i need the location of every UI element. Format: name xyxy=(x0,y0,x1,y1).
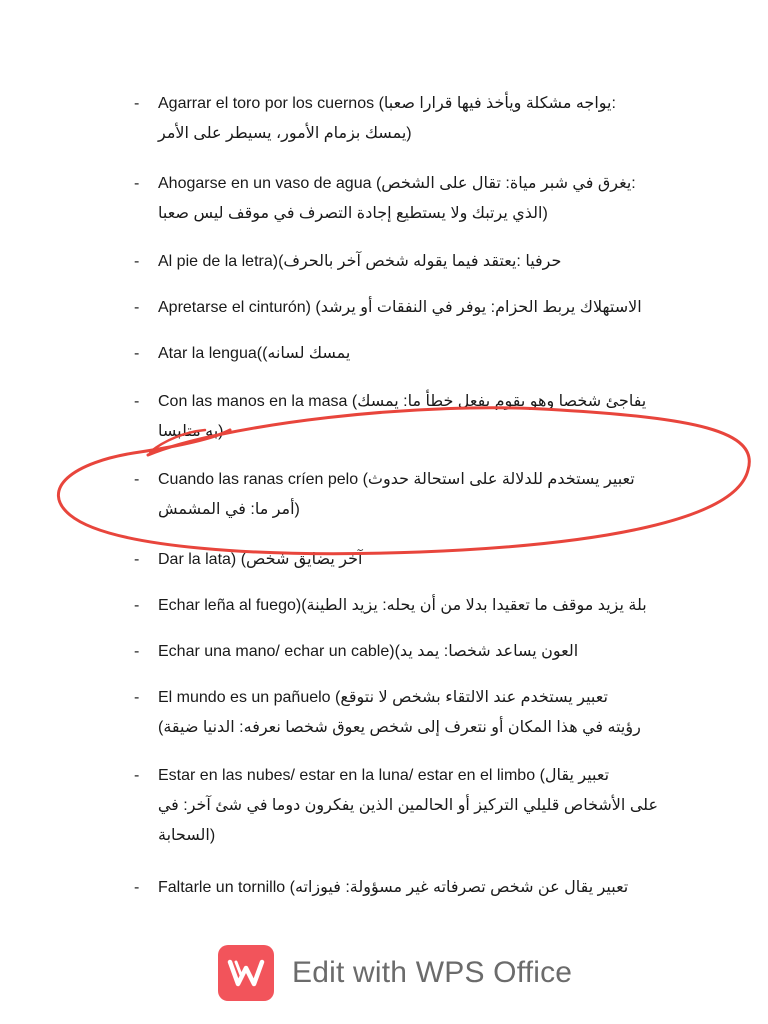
arabic-definition: يمسك لسانه)) xyxy=(256,345,351,362)
entry-line xyxy=(158,876,658,900)
entry-line xyxy=(158,342,658,366)
arabic-definition-cont: رؤيته في هذا المكان أو نتعرف إلى شخص يعوق شخصا نعرفه: الدنيا ضيقة) xyxy=(158,719,641,736)
wps-watermark[interactable] xyxy=(218,944,572,1002)
arabic-definition-cont: (الذي يرتبك ولا يستطيع إجادة التصرف في موقف ليس صعبا xyxy=(158,205,548,222)
spanish-idiom: Dar la lata xyxy=(158,551,231,568)
spanish-idiom: Al pie de la letra xyxy=(158,253,273,270)
arabic-definition: تعبير يستخدم للدلالة على استحالة حدوث) xyxy=(362,471,635,488)
entry-line xyxy=(158,764,658,788)
spanish-idiom: Agarrar el toro por los cuernos xyxy=(158,95,375,112)
entry-line xyxy=(158,686,658,710)
list-bullet: - xyxy=(134,393,140,410)
arabic-definition-cont: (السحابة xyxy=(158,827,216,844)
arabic-definition: :يواجه مشكلة ويأخذ فيها قرارا صعبا) xyxy=(378,95,616,112)
spanish-idiom: Atar la lengua xyxy=(158,345,257,362)
list-bullet: - xyxy=(134,767,140,784)
spanish-idiom: El mundo es un pañuelo xyxy=(158,689,331,706)
spanish-idiom: Estar en las nubes/ estar en la luna/ estar en el limbo xyxy=(158,767,536,784)
entry-line xyxy=(158,390,658,414)
entry-line xyxy=(158,594,658,618)
arabic-definition: تعبير يستخدم عند الالتقاء بشخص لا نتوقع) xyxy=(335,689,608,706)
arabic-definition: الاستهلاك يربط الحزام: يوفر في النفقات أو يرشد) ( xyxy=(305,299,642,316)
arabic-definition: يفاجئ شخصا وهو يقوم بفعل خطأ ما: يمسك) xyxy=(351,393,647,410)
spanish-idiom: Echar leña al fuego xyxy=(158,597,296,614)
list-bullet: - xyxy=(134,879,140,896)
spanish-idiom: Cuando las ranas críen pelo xyxy=(158,471,359,488)
list-bullet: - xyxy=(134,95,140,112)
arabic-definition: حرفيا :يعتقد فيما يقوله شخص آخر بالحرف)( xyxy=(272,253,562,270)
arabic-definition: :يغرق في شبر مياة: تقال على الشخص) xyxy=(375,175,636,192)
arabic-definition-cont: (أمر ما: في المشمش xyxy=(158,501,300,518)
spanish-idiom: Ahogarse en un vaso de agua xyxy=(158,175,372,192)
arabic-definition: العون يساعد شخصا: يمد يد)( xyxy=(389,643,579,660)
spanish-idiom: Faltarle un tornillo xyxy=(158,879,286,896)
entry-line xyxy=(158,92,658,116)
list-bullet: - xyxy=(134,643,140,660)
list-bullet: - xyxy=(134,551,140,568)
entry-line xyxy=(158,640,658,664)
list-bullet: - xyxy=(134,299,140,316)
entry-line xyxy=(158,296,658,320)
arabic-definition: آخر يضايق شخص) ( xyxy=(230,551,363,568)
wps-watermark-text: Edit with WPS Office xyxy=(292,956,573,989)
entry-line xyxy=(158,548,658,572)
entry-line xyxy=(158,468,658,492)
entry-line xyxy=(158,172,658,196)
list-bullet: - xyxy=(134,253,140,270)
entry-line xyxy=(158,250,658,274)
list-bullet: - xyxy=(134,175,140,192)
wps-w-icon xyxy=(218,945,274,1001)
spanish-idiom: Apretarse el cinturón xyxy=(158,299,306,316)
arabic-definition: تعبير يقال) xyxy=(539,767,610,784)
arabic-definition: بلة يزيد موقف ما تعقيدا بدلا من أن يحله: يزيد الطينة)( xyxy=(295,597,647,614)
arabic-definition-cont: (به متلبسا xyxy=(158,423,224,440)
list-bullet: - xyxy=(134,689,140,706)
spanish-idiom: Con las manos en la masa xyxy=(158,393,348,410)
spanish-idiom: Echar una mano/ echar un cable xyxy=(158,643,390,660)
arabic-definition: تعبير يقال عن شخص تصرفاته غير مسؤولة: فيوزاته) xyxy=(289,879,629,896)
list-bullet: - xyxy=(134,345,140,362)
list-bullet: - xyxy=(134,471,140,488)
list-bullet: - xyxy=(134,597,140,614)
arabic-definition-cont: على الأشخاص قليلي التركيز أو الحالمين الذين يفكرون دوما في شئ آخر: في xyxy=(157,797,658,814)
arabic-definition-cont: (يمسك بزمام الأمور، يسيطر على الأمر xyxy=(158,125,412,142)
